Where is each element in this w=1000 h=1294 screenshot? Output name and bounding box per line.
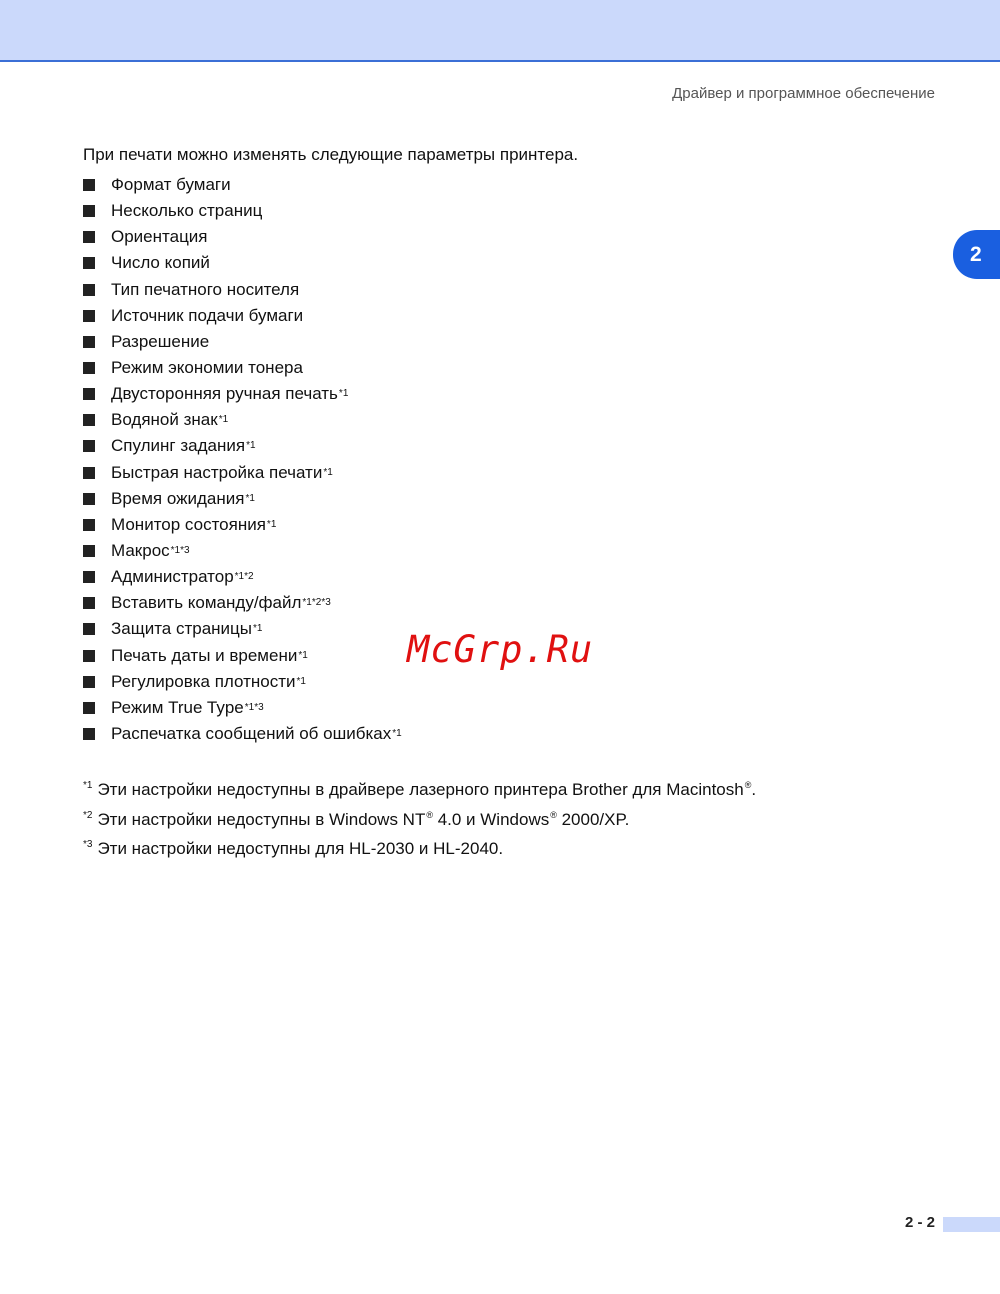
header-band	[0, 0, 1000, 62]
list-item: Вставить команду/файл *1*2*3	[83, 590, 402, 616]
chapter-tab[interactable]: 2	[953, 230, 1000, 279]
square-bullet-icon	[83, 493, 95, 505]
footnote-1: *1 Эти настройки недоступны в драйвере лазерного принтера Brother для Macintosh®.	[83, 780, 757, 799]
square-bullet-icon	[83, 179, 95, 191]
list-item: Защита страницы *1	[83, 616, 402, 642]
footnote-3: *3 Эти настройки недоступны для HL-2030 и HL-2040.	[83, 839, 504, 858]
square-bullet-icon	[83, 571, 95, 583]
square-bullet-icon	[83, 231, 95, 243]
list-item: Печать даты и времени *1	[83, 643, 402, 669]
square-bullet-icon	[83, 597, 95, 609]
square-bullet-icon	[83, 388, 95, 400]
square-bullet-icon	[83, 676, 95, 688]
list-item: Число копий	[83, 250, 402, 276]
list-item: Формат бумаги	[83, 172, 402, 198]
square-bullet-icon	[83, 702, 95, 714]
list-item: Режим True Type *1*3	[83, 695, 402, 721]
square-bullet-icon	[83, 467, 95, 479]
square-bullet-icon	[83, 336, 95, 348]
list-item: Тип печатного носителя	[83, 277, 402, 303]
footnotes	[83, 780, 756, 869]
square-bullet-icon	[83, 728, 95, 740]
list-item: Водяной знак *1	[83, 407, 402, 433]
list-item: Двусторонняя ручная печать *1	[83, 381, 402, 407]
list-item: Распечатка сообщений об ошибках *1	[83, 721, 402, 747]
list-item: Регулировка плотности *1	[83, 669, 402, 695]
square-bullet-icon	[83, 362, 95, 374]
list-item: Режим экономии тонера	[83, 355, 402, 381]
watermark-logo: McGrp.Ru	[407, 628, 594, 671]
footer-band	[943, 1217, 1000, 1232]
list-item: Монитор состояния *1	[83, 512, 402, 538]
list-item: Ориентация	[83, 224, 402, 250]
list-item: Разрешение	[83, 329, 402, 355]
list-item: Время ожидания *1	[83, 486, 402, 512]
square-bullet-icon	[83, 257, 95, 269]
square-bullet-icon	[83, 650, 95, 662]
running-head: Драйвер и программное обеспечение	[672, 85, 935, 102]
list-item: Администратор *1*2	[83, 564, 402, 590]
square-bullet-icon	[83, 310, 95, 322]
square-bullet-icon	[83, 414, 95, 426]
square-bullet-icon	[83, 623, 95, 635]
list-item: Источник подачи бумаги	[83, 303, 402, 329]
square-bullet-icon	[83, 440, 95, 452]
list-item: Макрос *1*3	[83, 538, 402, 564]
intro-text: При печати можно изменять следующие параметры принтера.	[83, 145, 579, 164]
square-bullet-icon	[83, 545, 95, 557]
footnote-2: *2 Эти настройки недоступны в Windows NT® 4.0 и Windows® 2000/XP.	[83, 809, 630, 829]
list-item: Спулинг задания *1	[83, 433, 402, 459]
parameter-list	[83, 172, 402, 747]
square-bullet-icon	[83, 284, 95, 296]
page-number: 2 - 2	[904, 1214, 935, 1231]
square-bullet-icon	[83, 205, 95, 217]
square-bullet-icon	[83, 519, 95, 531]
list-item: Несколько страниц	[83, 198, 402, 224]
list-item: Быстрая настройка печати *1	[83, 460, 402, 486]
